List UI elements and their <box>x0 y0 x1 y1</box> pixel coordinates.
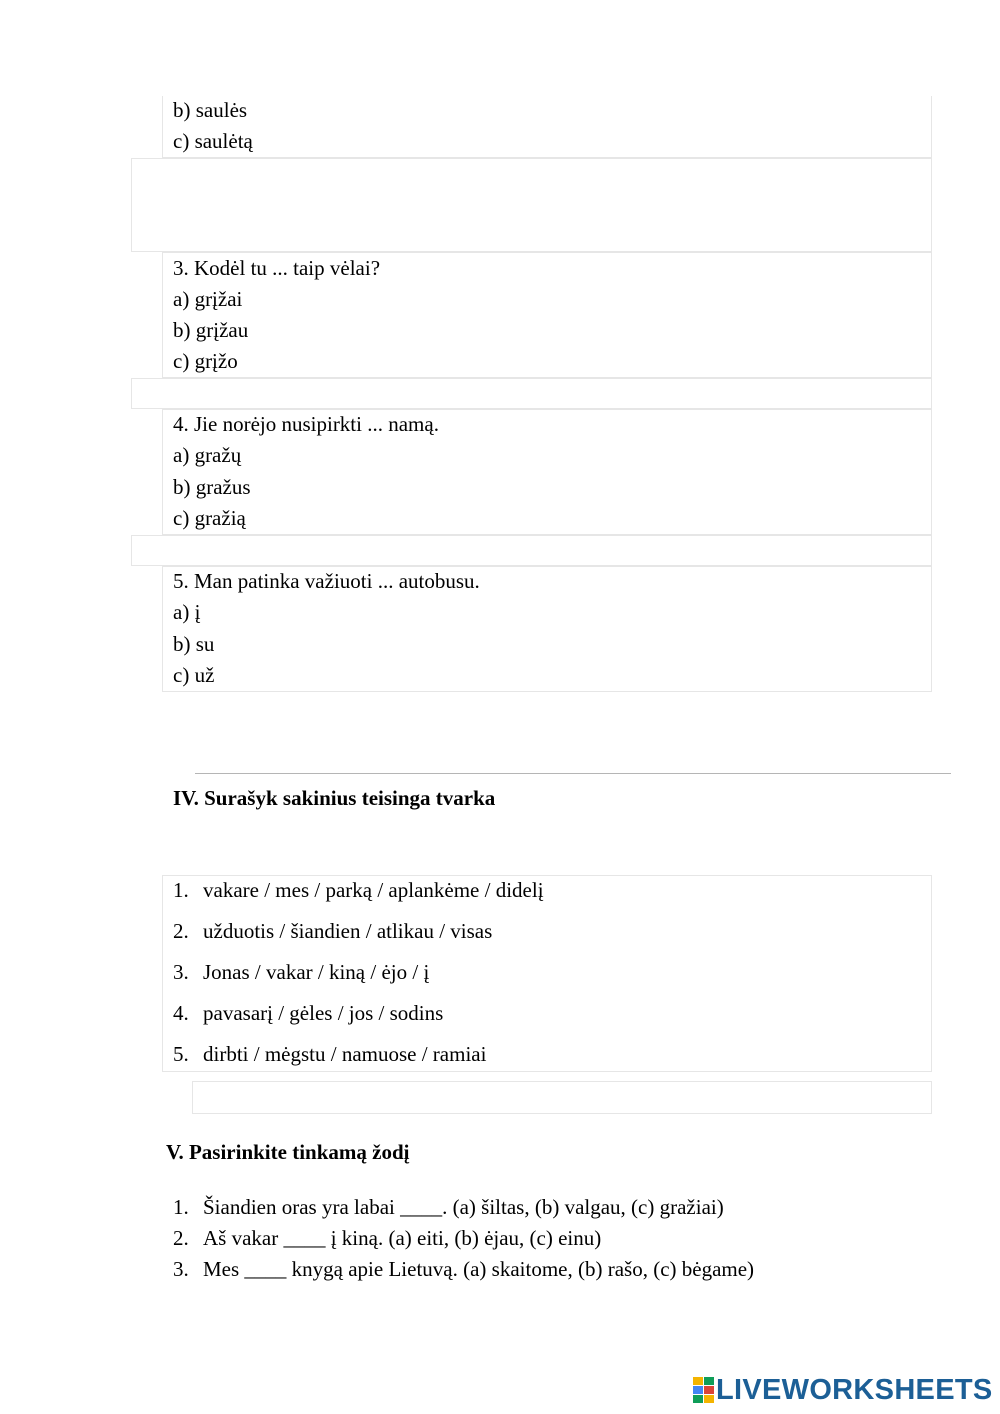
q4-option-c: c) gražią <box>173 506 246 530</box>
logo-text: LIVEWORKSHEETS <box>716 1374 993 1406</box>
s4-item-5-num: 5. <box>173 1042 189 1066</box>
s5-item-3-num: 3. <box>173 1257 189 1281</box>
answer-box-q3[interactable] <box>131 378 932 409</box>
q3-option-c: c) grįžo <box>173 349 238 373</box>
q4-option-b: b) gražus <box>173 475 251 499</box>
q4-option-a: a) gražų <box>173 443 242 467</box>
q3-option-a: a) grįžai <box>173 287 243 311</box>
s5-item-1-text: Šiandien oras yra labai ____. (a) šiltas, (b) valgau, (c) gražiai) <box>203 1195 724 1219</box>
q4-question: 4. Jie norėjo nusipirkti ... namą. <box>173 412 439 436</box>
s4-item-3-text: Jonas / vakar / kiną / ėjo / į <box>203 960 430 984</box>
section-divider <box>195 773 951 774</box>
section-4-title: IV. Surašyk sakinius teisinga tvarka <box>173 786 496 810</box>
q2-option-b: b) saulės <box>173 98 248 122</box>
s4-item-1-num: 1. <box>173 878 189 902</box>
liveworksheets-logo-icon <box>693 1377 714 1403</box>
question-2-box <box>162 96 932 158</box>
q3-question: 3. Kodėl tu ... taip vėlai? <box>173 256 381 280</box>
s5-item-3-text: Mes ____ knygą apie Lietuvą. (a) skaitome, (b) rašo, (c) bėgame) <box>203 1257 755 1281</box>
answer-box-q2[interactable] <box>131 158 932 252</box>
section-5-title: V. Pasirinkite tinkamą žodį <box>166 1140 410 1164</box>
s4-item-1-text: vakare / mes / parką / aplankėme / didelį <box>203 878 544 902</box>
s5-item-2-text: Aš vakar ____ į kiną. (a) eiti, (b) ėjau, (c) einu) <box>203 1226 602 1250</box>
q3-option-b: b) grįžau <box>173 318 249 342</box>
q5-option-b: b) su <box>173 632 215 656</box>
s4-item-2-num: 2. <box>173 919 189 943</box>
s4-item-4-num: 4. <box>173 1001 189 1025</box>
s5-item-1-num: 1. <box>173 1195 189 1219</box>
s4-item-5-text: dirbti / mėgstu / namuose / ramiai <box>203 1042 487 1066</box>
s5-item-2-num: 2. <box>173 1226 189 1250</box>
s4-item-3-num: 3. <box>173 960 189 984</box>
q5-question: 5. Man patinka važiuoti ... autobusu. <box>173 569 480 593</box>
s4-item-4-text: pavasarį / gėles / jos / sodins <box>203 1001 444 1025</box>
q2-option-c: c) saulėtą <box>173 129 253 153</box>
answer-box-section-4[interactable] <box>192 1081 932 1114</box>
s4-item-2-text: užduotis / šiandien / atlikau / visas <box>203 919 493 943</box>
q5-option-a: a) į <box>173 600 201 624</box>
answer-box-q4[interactable] <box>131 535 932 566</box>
q5-option-c: c) už <box>173 663 215 687</box>
liveworksheets-logo <box>693 1374 993 1406</box>
